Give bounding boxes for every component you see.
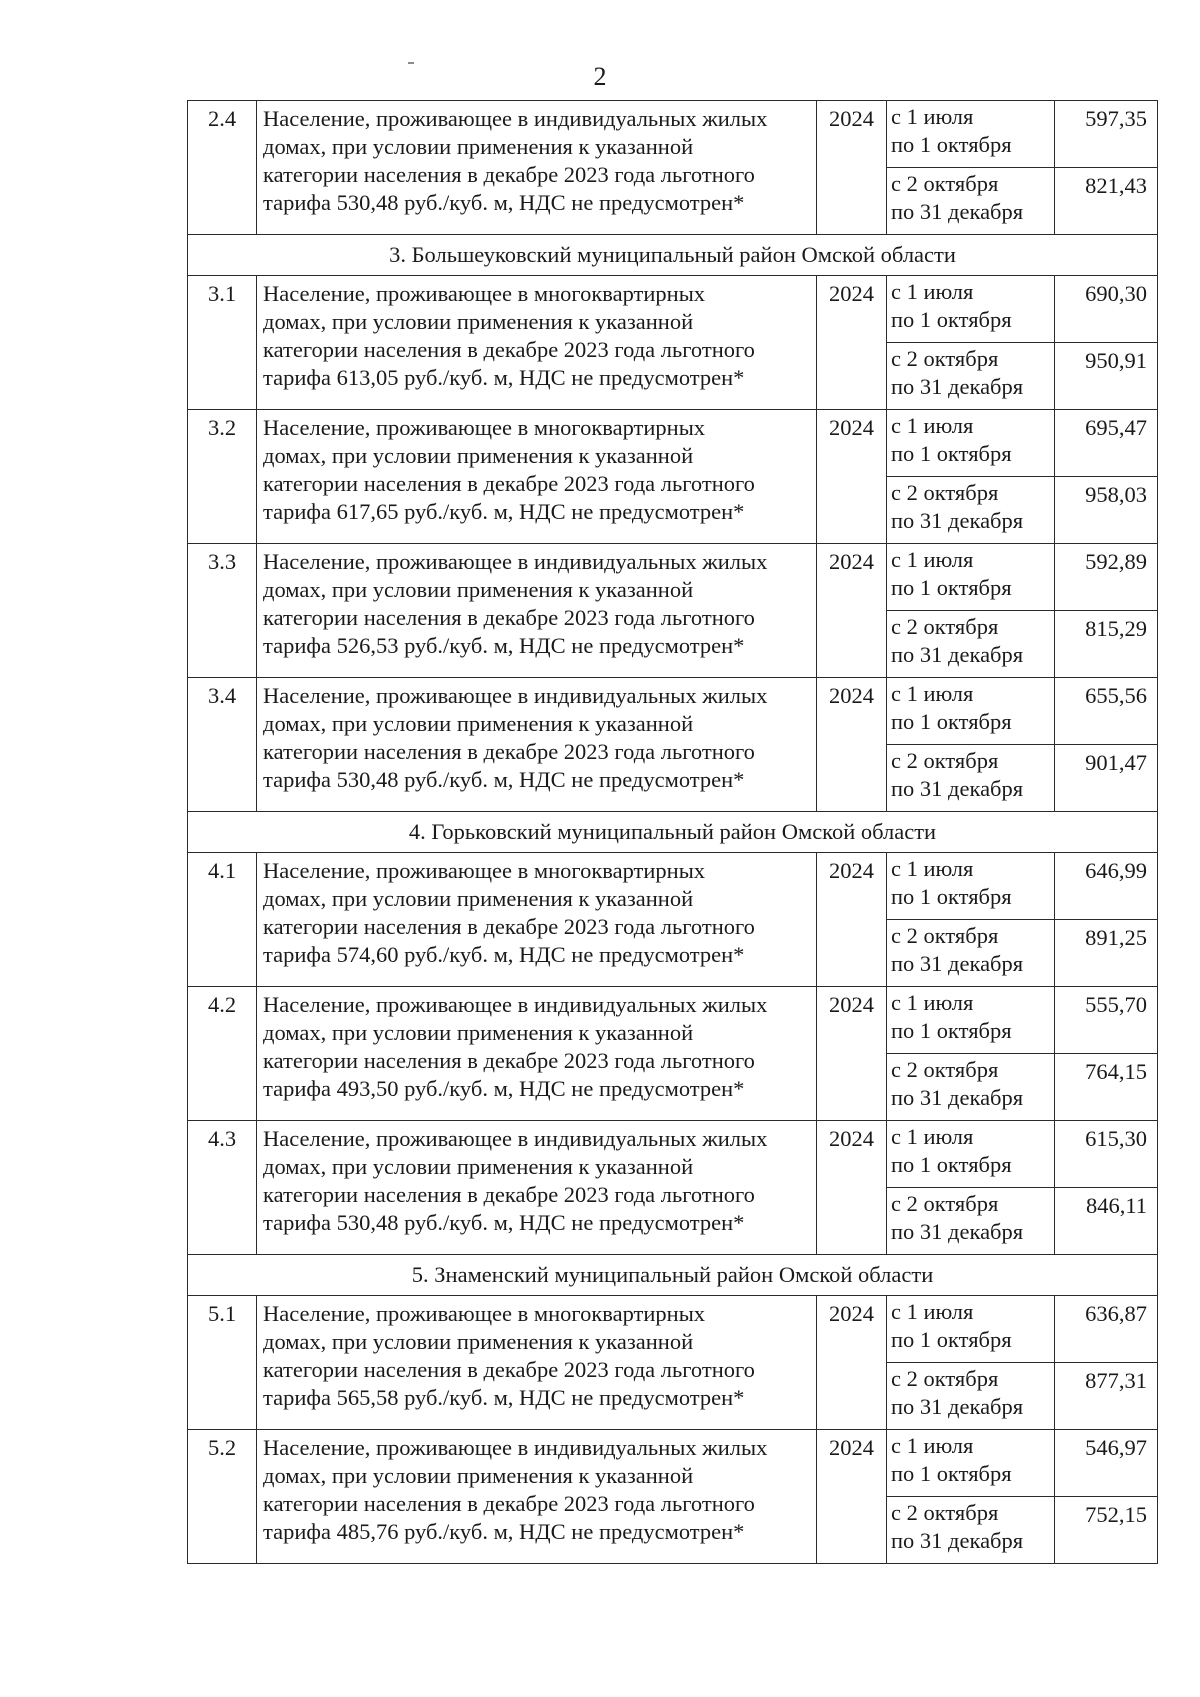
price-cell: 891,25	[1055, 920, 1158, 987]
period-cell	[887, 920, 1055, 987]
category-line: Население, проживающее в многоквартирных	[263, 281, 706, 306]
price-cell: 555,70	[1055, 987, 1158, 1054]
category-line: Население, проживающее в индивидуальных жилых	[263, 1126, 768, 1151]
period-line: по 1 октября	[891, 1152, 1012, 1177]
period-cell	[887, 1054, 1055, 1121]
period-line: по 31 декабря	[891, 1528, 1024, 1553]
category-line: домах, при условии применения к указанной	[263, 1154, 694, 1179]
period-line: с 1 июля	[891, 681, 974, 706]
row-number: 4.1	[188, 853, 257, 987]
row-number: 3.2	[188, 410, 257, 544]
period-line: с 2 октября	[891, 171, 999, 196]
table-row	[188, 678, 1158, 745]
table-row	[188, 1430, 1158, 1497]
period-cell	[887, 1497, 1055, 1564]
period-cell	[887, 1296, 1055, 1363]
category-line: домах, при условии применения к указанной	[263, 1329, 694, 1354]
category-line: домах, при условии применения к указанной	[263, 711, 694, 736]
year-cell: 2024	[817, 544, 887, 678]
category-line: Население, проживающее в многоквартирных	[263, 415, 706, 440]
row-number: 3.4	[188, 678, 257, 812]
category-line: домах, при условии применения к указанной	[263, 577, 694, 602]
period-line: по 1 октября	[891, 575, 1012, 600]
category-line: Население, проживающее в многоквартирных	[263, 1301, 706, 1326]
table-row	[188, 276, 1158, 343]
table-row	[188, 101, 1158, 168]
category-description	[257, 987, 817, 1121]
period-cell	[887, 1121, 1055, 1188]
period-line: с 2 октября	[891, 1500, 999, 1525]
period-line: с 1 июля	[891, 1299, 974, 1324]
period-line: по 31 декабря	[891, 951, 1024, 976]
row-number: 4.2	[188, 987, 257, 1121]
price-cell: 877,31	[1055, 1363, 1158, 1430]
period-line: с 1 июля	[891, 104, 974, 129]
period-line: с 2 октября	[891, 346, 999, 371]
category-line: домах, при условии применения к указанной	[263, 886, 694, 911]
category-line: тарифа 485,76 руб./куб. м, НДС не предусмотрен*	[263, 1519, 745, 1544]
year-cell: 2024	[817, 276, 887, 410]
section-header-row	[188, 812, 1158, 853]
period-line: по 31 декабря	[891, 776, 1024, 801]
scan-artifact-dot	[408, 62, 414, 64]
period-cell	[887, 745, 1055, 812]
table-row	[188, 544, 1158, 611]
price-cell: 592,89	[1055, 544, 1158, 611]
category-line: Население, проживающее в индивидуальных жилых	[263, 683, 768, 708]
period-cell	[887, 1363, 1055, 1430]
section-title: 5. Знаменский муниципальный район Омской области	[188, 1255, 1158, 1296]
period-line: с 1 июля	[891, 279, 974, 304]
category-line: категории населения в декабре 2023 года льготного	[263, 914, 755, 939]
period-cell	[887, 1188, 1055, 1255]
period-line: по 1 октября	[891, 884, 1012, 909]
period-line: по 31 декабря	[891, 374, 1024, 399]
category-line: Население, проживающее в индивидуальных жилых	[263, 1435, 768, 1460]
year-cell: 2024	[817, 678, 887, 812]
period-line: по 1 октября	[891, 441, 1012, 466]
year-cell: 2024	[817, 987, 887, 1121]
period-cell	[887, 853, 1055, 920]
row-number: 4.3	[188, 1121, 257, 1255]
year-cell: 2024	[817, 101, 887, 235]
category-line: домах, при условии применения к указанной	[263, 134, 694, 159]
category-line: тарифа 493,50 руб./куб. м, НДС не предусмотрен*	[263, 1076, 745, 1101]
period-line: с 1 июля	[891, 413, 974, 438]
price-cell: 958,03	[1055, 477, 1158, 544]
row-number: 3.1	[188, 276, 257, 410]
category-description	[257, 544, 817, 678]
section-title: 4. Горьковский муниципальный район Омской области	[188, 812, 1158, 853]
category-line: тарифа 617,65 руб./куб. м, НДС не предусмотрен*	[263, 499, 745, 524]
period-line: с 1 июля	[891, 990, 974, 1015]
price-cell: 615,30	[1055, 1121, 1158, 1188]
page-number: 2	[593, 62, 607, 91]
price-cell: 846,11	[1055, 1188, 1158, 1255]
category-line: категории населения в декабре 2023 года льготного	[263, 1357, 755, 1382]
category-line: Население, проживающее в индивидуальных жилых	[263, 992, 768, 1017]
period-cell	[887, 477, 1055, 544]
period-cell	[887, 987, 1055, 1054]
price-cell: 815,29	[1055, 611, 1158, 678]
category-description	[257, 101, 817, 235]
category-line: категории населения в декабре 2023 года льготного	[263, 739, 755, 764]
section-title: 3. Большеуковский муниципальный район Омской области	[188, 235, 1158, 276]
category-description	[257, 410, 817, 544]
period-cell	[887, 168, 1055, 235]
year-cell: 2024	[817, 1121, 887, 1255]
category-line: домах, при условии применения к указанной	[263, 1463, 694, 1488]
category-line: тарифа 613,05 руб./куб. м, НДС не предусмотрен*	[263, 365, 745, 390]
category-line: домах, при условии применения к указанной	[263, 443, 694, 468]
price-cell: 821,43	[1055, 168, 1158, 235]
section-header-row	[188, 235, 1158, 276]
year-cell: 2024	[817, 410, 887, 544]
price-cell: 752,15	[1055, 1497, 1158, 1564]
period-line: по 31 декабря	[891, 642, 1024, 667]
category-line: тарифа 565,58 руб./куб. м, НДС не предусмотрен*	[263, 1385, 745, 1410]
price-cell: 655,56	[1055, 678, 1158, 745]
period-line: с 2 октября	[891, 1366, 999, 1391]
row-number: 3.3	[188, 544, 257, 678]
category-line: Население, проживающее в индивидуальных жилых	[263, 106, 768, 131]
period-cell	[887, 1430, 1055, 1497]
row-number: 5.2	[188, 1430, 257, 1564]
period-line: с 2 октября	[891, 923, 999, 948]
period-cell	[887, 544, 1055, 611]
price-cell: 901,47	[1055, 745, 1158, 812]
year-cell: 2024	[817, 853, 887, 987]
category-line: категории населения в декабре 2023 года льготного	[263, 162, 755, 187]
period-line: по 1 октября	[891, 709, 1012, 734]
period-line: с 2 октября	[891, 748, 999, 773]
tariff-table-body	[188, 101, 1158, 1564]
price-cell: 690,30	[1055, 276, 1158, 343]
category-description	[257, 853, 817, 987]
table-row	[188, 853, 1158, 920]
period-line: по 1 октября	[891, 307, 1012, 332]
category-description	[257, 1430, 817, 1564]
category-line: тарифа 526,53 руб./куб. м, НДС не предусмотрен*	[263, 633, 745, 658]
period-line: по 31 декабря	[891, 508, 1024, 533]
period-line: по 1 октября	[891, 132, 1012, 157]
period-line: по 1 октября	[891, 1461, 1012, 1486]
price-cell: 546,97	[1055, 1430, 1158, 1497]
section-header-row	[188, 1255, 1158, 1296]
period-line: с 1 июля	[891, 547, 974, 572]
period-line: по 1 октября	[891, 1018, 1012, 1043]
period-line: по 31 декабря	[891, 199, 1024, 224]
table-row	[188, 410, 1158, 477]
period-line: по 31 декабря	[891, 1394, 1024, 1419]
category-description	[257, 1121, 817, 1255]
category-line: категории населения в декабре 2023 года льготного	[263, 1491, 755, 1516]
category-line: Население, проживающее в многоквартирных	[263, 858, 706, 883]
table-row	[188, 987, 1158, 1054]
period-line: с 1 июля	[891, 856, 974, 881]
category-description	[257, 1296, 817, 1430]
period-cell	[887, 410, 1055, 477]
category-line: категории населения в декабре 2023 года льготного	[263, 337, 755, 362]
period-cell	[887, 343, 1055, 410]
period-line: с 1 июля	[891, 1124, 974, 1149]
category-line: тарифа 530,48 руб./куб. м, НДС не предусмотрен*	[263, 1210, 745, 1235]
period-line: по 1 октября	[891, 1327, 1012, 1352]
period-line: с 2 октября	[891, 480, 999, 505]
category-line: тарифа 574,60 руб./куб. м, НДС не предусмотрен*	[263, 942, 745, 967]
period-cell	[887, 611, 1055, 678]
price-cell: 950,91	[1055, 343, 1158, 410]
price-cell: 636,87	[1055, 1296, 1158, 1363]
row-number: 5.1	[188, 1296, 257, 1430]
period-line: по 31 декабря	[891, 1085, 1024, 1110]
price-cell: 764,15	[1055, 1054, 1158, 1121]
category-line: категории населения в декабре 2023 года льготного	[263, 1182, 755, 1207]
category-line: тарифа 530,48 руб./куб. м, НДС не предусмотрен*	[263, 767, 745, 792]
period-line: с 2 октября	[891, 614, 999, 639]
price-cell: 646,99	[1055, 853, 1158, 920]
period-cell	[887, 101, 1055, 168]
row-number: 2.4	[188, 101, 257, 235]
category-line: Население, проживающее в индивидуальных жилых	[263, 549, 768, 574]
table-row	[188, 1296, 1158, 1363]
period-line: с 2 октября	[891, 1057, 999, 1082]
table-row	[188, 1121, 1158, 1188]
tariff-table	[187, 100, 1158, 1564]
year-cell: 2024	[817, 1430, 887, 1564]
category-line: тарифа 530,48 руб./куб. м, НДС не предусмотрен*	[263, 190, 745, 215]
period-cell	[887, 276, 1055, 343]
year-cell: 2024	[817, 1296, 887, 1430]
category-description	[257, 276, 817, 410]
category-line: домах, при условии применения к указанной	[263, 1020, 694, 1045]
price-cell: 597,35	[1055, 101, 1158, 168]
category-line: категории населения в декабре 2023 года льготного	[263, 471, 755, 496]
period-line: с 1 июля	[891, 1433, 974, 1458]
category-line: домах, при условии применения к указанной	[263, 309, 694, 334]
category-description	[257, 678, 817, 812]
period-cell	[887, 678, 1055, 745]
category-line: категории населения в декабре 2023 года льготного	[263, 1048, 755, 1073]
period-line: с 2 октября	[891, 1191, 999, 1216]
price-cell: 695,47	[1055, 410, 1158, 477]
category-line: категории населения в декабре 2023 года льготного	[263, 605, 755, 630]
period-line: по 31 декабря	[891, 1219, 1024, 1244]
